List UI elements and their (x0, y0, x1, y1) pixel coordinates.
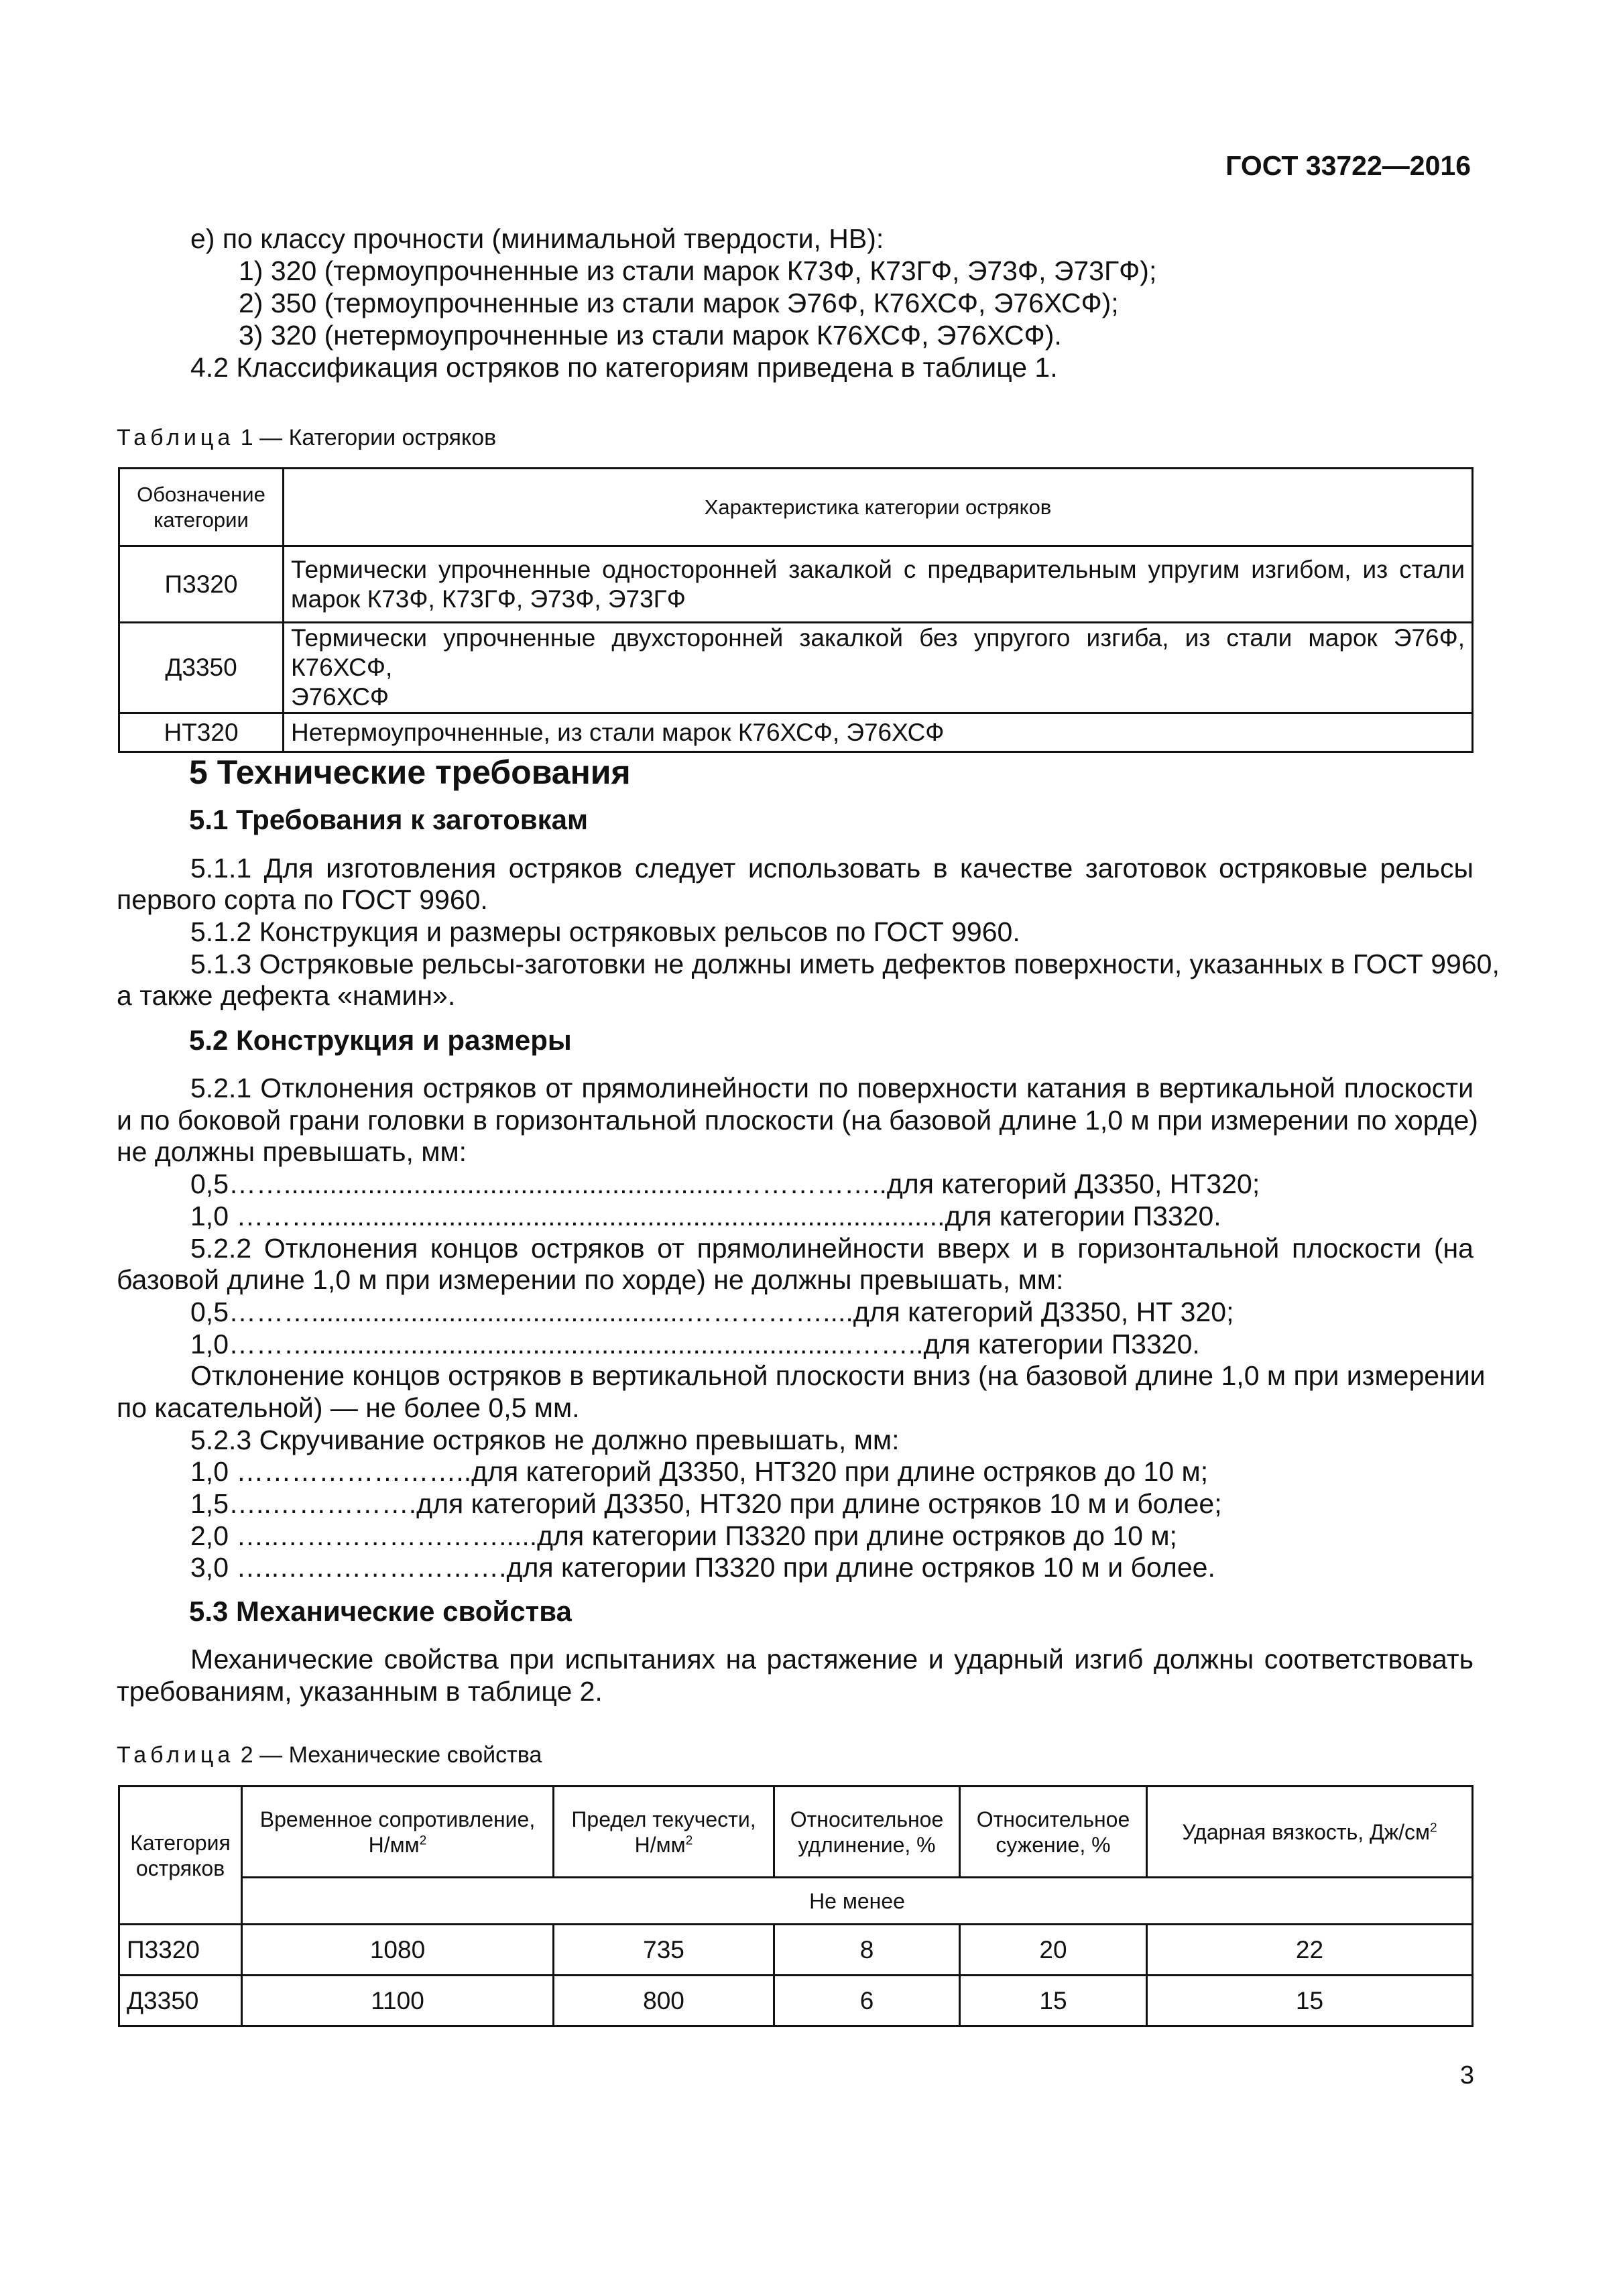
table2-cell-category: П3320 (119, 1925, 242, 1976)
table2-header-category: Категория остряков (119, 1787, 242, 1925)
table2-cell: 8 (774, 1925, 960, 1976)
paragraph-line: первого сорта по ГОСТ 9960. (117, 884, 488, 915)
table2-caption: Таблица 2 — Механические свойства (117, 1742, 542, 1768)
subsection-title: 5.3 Механические свойства (189, 1595, 572, 1627)
paragraph-line: 5.2.1 Отклонения остряков от прямолинейности по поверхности катания в вертикальной плоскости (190, 1073, 1474, 1103)
table2-cell-category: Д3350 (119, 1976, 242, 2027)
table1-cell-desc: Термически упрочненные двухсторонней закалкой без упругого изгиба, из стали марок Э76Ф, К76ХСФ, Э76ХСФ (284, 623, 1473, 713)
paragraph-line: а также дефекта «намин». (117, 980, 456, 1011)
value-line: 2,0 …..…………………….....для категории П3320 при длине остряков до 10 м; (190, 1520, 1177, 1551)
value-line: 3,0 …..…………………….для категории П3320 при длине остряков 10 м и более. (190, 1552, 1215, 1583)
subsection-title: 5.2 Конструкция и размеры (189, 1024, 572, 1056)
paragraph-line: требованиям, указанным в таблице 2. (117, 1676, 603, 1707)
value-line: 1,5…..…………….для категорий Д3350, НТ320 при длине остряков 10 м и более; (190, 1488, 1222, 1519)
table1-cell-desc: Термически упрочненные односторонней закалкой с предварительным упругим изгибом, из стали марок К73Ф, К73ГФ, Э73Ф, Э73ГФ (284, 546, 1473, 623)
paragraph-line: не должны превышать, мм: (117, 1136, 467, 1167)
paragraph-line: Отклонение концов остряков в вертикальной плоскости вниз (на базовой длине 1,0 м при измерении (190, 1360, 1486, 1391)
table2-cell: 22 (1147, 1925, 1473, 1976)
table2-cell: 15 (960, 1976, 1147, 2027)
table2-header-reduction: Относительное сужение, % (960, 1787, 1147, 1878)
text-line: 2) 350 (термоупрочненные из стали марок Э76Ф, К76ХСФ, Э76ХСФ); (239, 288, 1119, 318)
paragraph-line: базовой длине 1,0 м при измерении по хорде) не должны превышать, мм: (117, 1264, 1064, 1295)
value-line: 0,5……….................................................……………....для категорий Д3350, НТ 320; (190, 1296, 1234, 1327)
table2-header-tensile: Временное сопротивление, $Н/мм^2$ (242, 1787, 554, 1878)
table1-caption: Таблица 1 — Категории остряков (117, 425, 497, 450)
paragraph-line: Механические свойства при испытаниях на растяжение и ударный изгиб должны соответствовать (190, 1644, 1474, 1675)
table1-cell-code: НТ320 (119, 713, 284, 752)
table2-cell: 20 (960, 1925, 1147, 1976)
paragraph-line: и по боковой грани головки в горизонтальной плоскости (на базовой длине 1,0 м при измерении по хорде) (117, 1105, 1478, 1136)
document-code: ГОСТ 33722—2016 (1225, 150, 1471, 181)
table2-header-yield: Предел текучести, $Н/мм^2$ (554, 1787, 774, 1878)
paragraph-line: по касательной) — не более 0,5 мм. (117, 1392, 580, 1423)
paragraph-line: 5.2.3 Скручивание остряков не должно превышать, мм: (190, 1425, 900, 1455)
table1-header-desc: Характеристика категории остряков (284, 469, 1473, 546)
table2-not-less: Не менее (242, 1878, 1473, 1925)
text-line: е) по классу прочности (минимальной твердости, НВ): (190, 223, 884, 254)
table2-cell: 800 (554, 1976, 774, 2027)
table2-cell: 735 (554, 1925, 774, 1976)
subsection-title: 5.1 Требования к заготовкам (189, 804, 589, 835)
page-number: 3 (1459, 2061, 1474, 2090)
paragraph-line: 5.1.2 Конструкция и размеры остряковых рельсов по ГОСТ 9960. (190, 916, 1020, 947)
table1-cell-desc: Нетермоупрочненные, из стали марок К76ХСФ, Э76ХСФ (284, 713, 1473, 752)
paragraph-line: 5.1.1 Для изготовления остряков следует использовать в качестве заготовок остряковые рельсы (190, 853, 1474, 884)
text-line: 3) 320 (нетермоупрочненные из стали марок К76ХСФ, Э76ХСФ). (239, 320, 1062, 351)
table2-cell: 6 (774, 1976, 960, 2027)
text-line: 1) 320 (термоупрочненные из стали марок К73Ф, К73ГФ, Э73Ф, Э73ГФ); (239, 255, 1157, 286)
value-line: 1,0……….......................................................................……..для категории П3320. (190, 1329, 1200, 1360)
text-line: 4.2 Классификация остряков по категориям приведена в таблице 1. (190, 352, 1058, 383)
table2-cell: 15 (1147, 1976, 1473, 2027)
table2-cell: 1100 (242, 1976, 554, 2027)
table2 (118, 1785, 1474, 2027)
table1-cell-code: П3320 (119, 546, 284, 623)
value-line: 1,0 ……………………..для категорий Д3350, НТ320 при длине остряков до 10 м; (190, 1456, 1209, 1487)
value-line: 0,5……...........................................................……………..для категорий Д3350, НТ320; (190, 1168, 1260, 1199)
paragraph-line: 5.2.2 Отклонения концов остряков от прямолинейности вверх и в горизонтальной плоскости (на (190, 1233, 1474, 1264)
value-line: 1,0 ………..................................................................................для категории П3320. (190, 1201, 1221, 1231)
table2-cell: 1080 (242, 1925, 554, 1976)
table2-header-elongation: Относительное удлинение, % (774, 1787, 960, 1878)
table1-cell-code: Д3350 (119, 623, 284, 713)
table1-header-code: Обозначение категории (119, 469, 284, 546)
section-title: 5 Технические требования (189, 753, 631, 791)
table1 (118, 467, 1474, 753)
paragraph-line: 5.1.3 Остряковые рельсы-заготовки не должны иметь дефектов поверхности, указанных в ГОСТ 9960, (190, 949, 1500, 979)
table2-header-impact: Ударная вязкость, $Дж/см^2$ (1147, 1787, 1473, 1878)
